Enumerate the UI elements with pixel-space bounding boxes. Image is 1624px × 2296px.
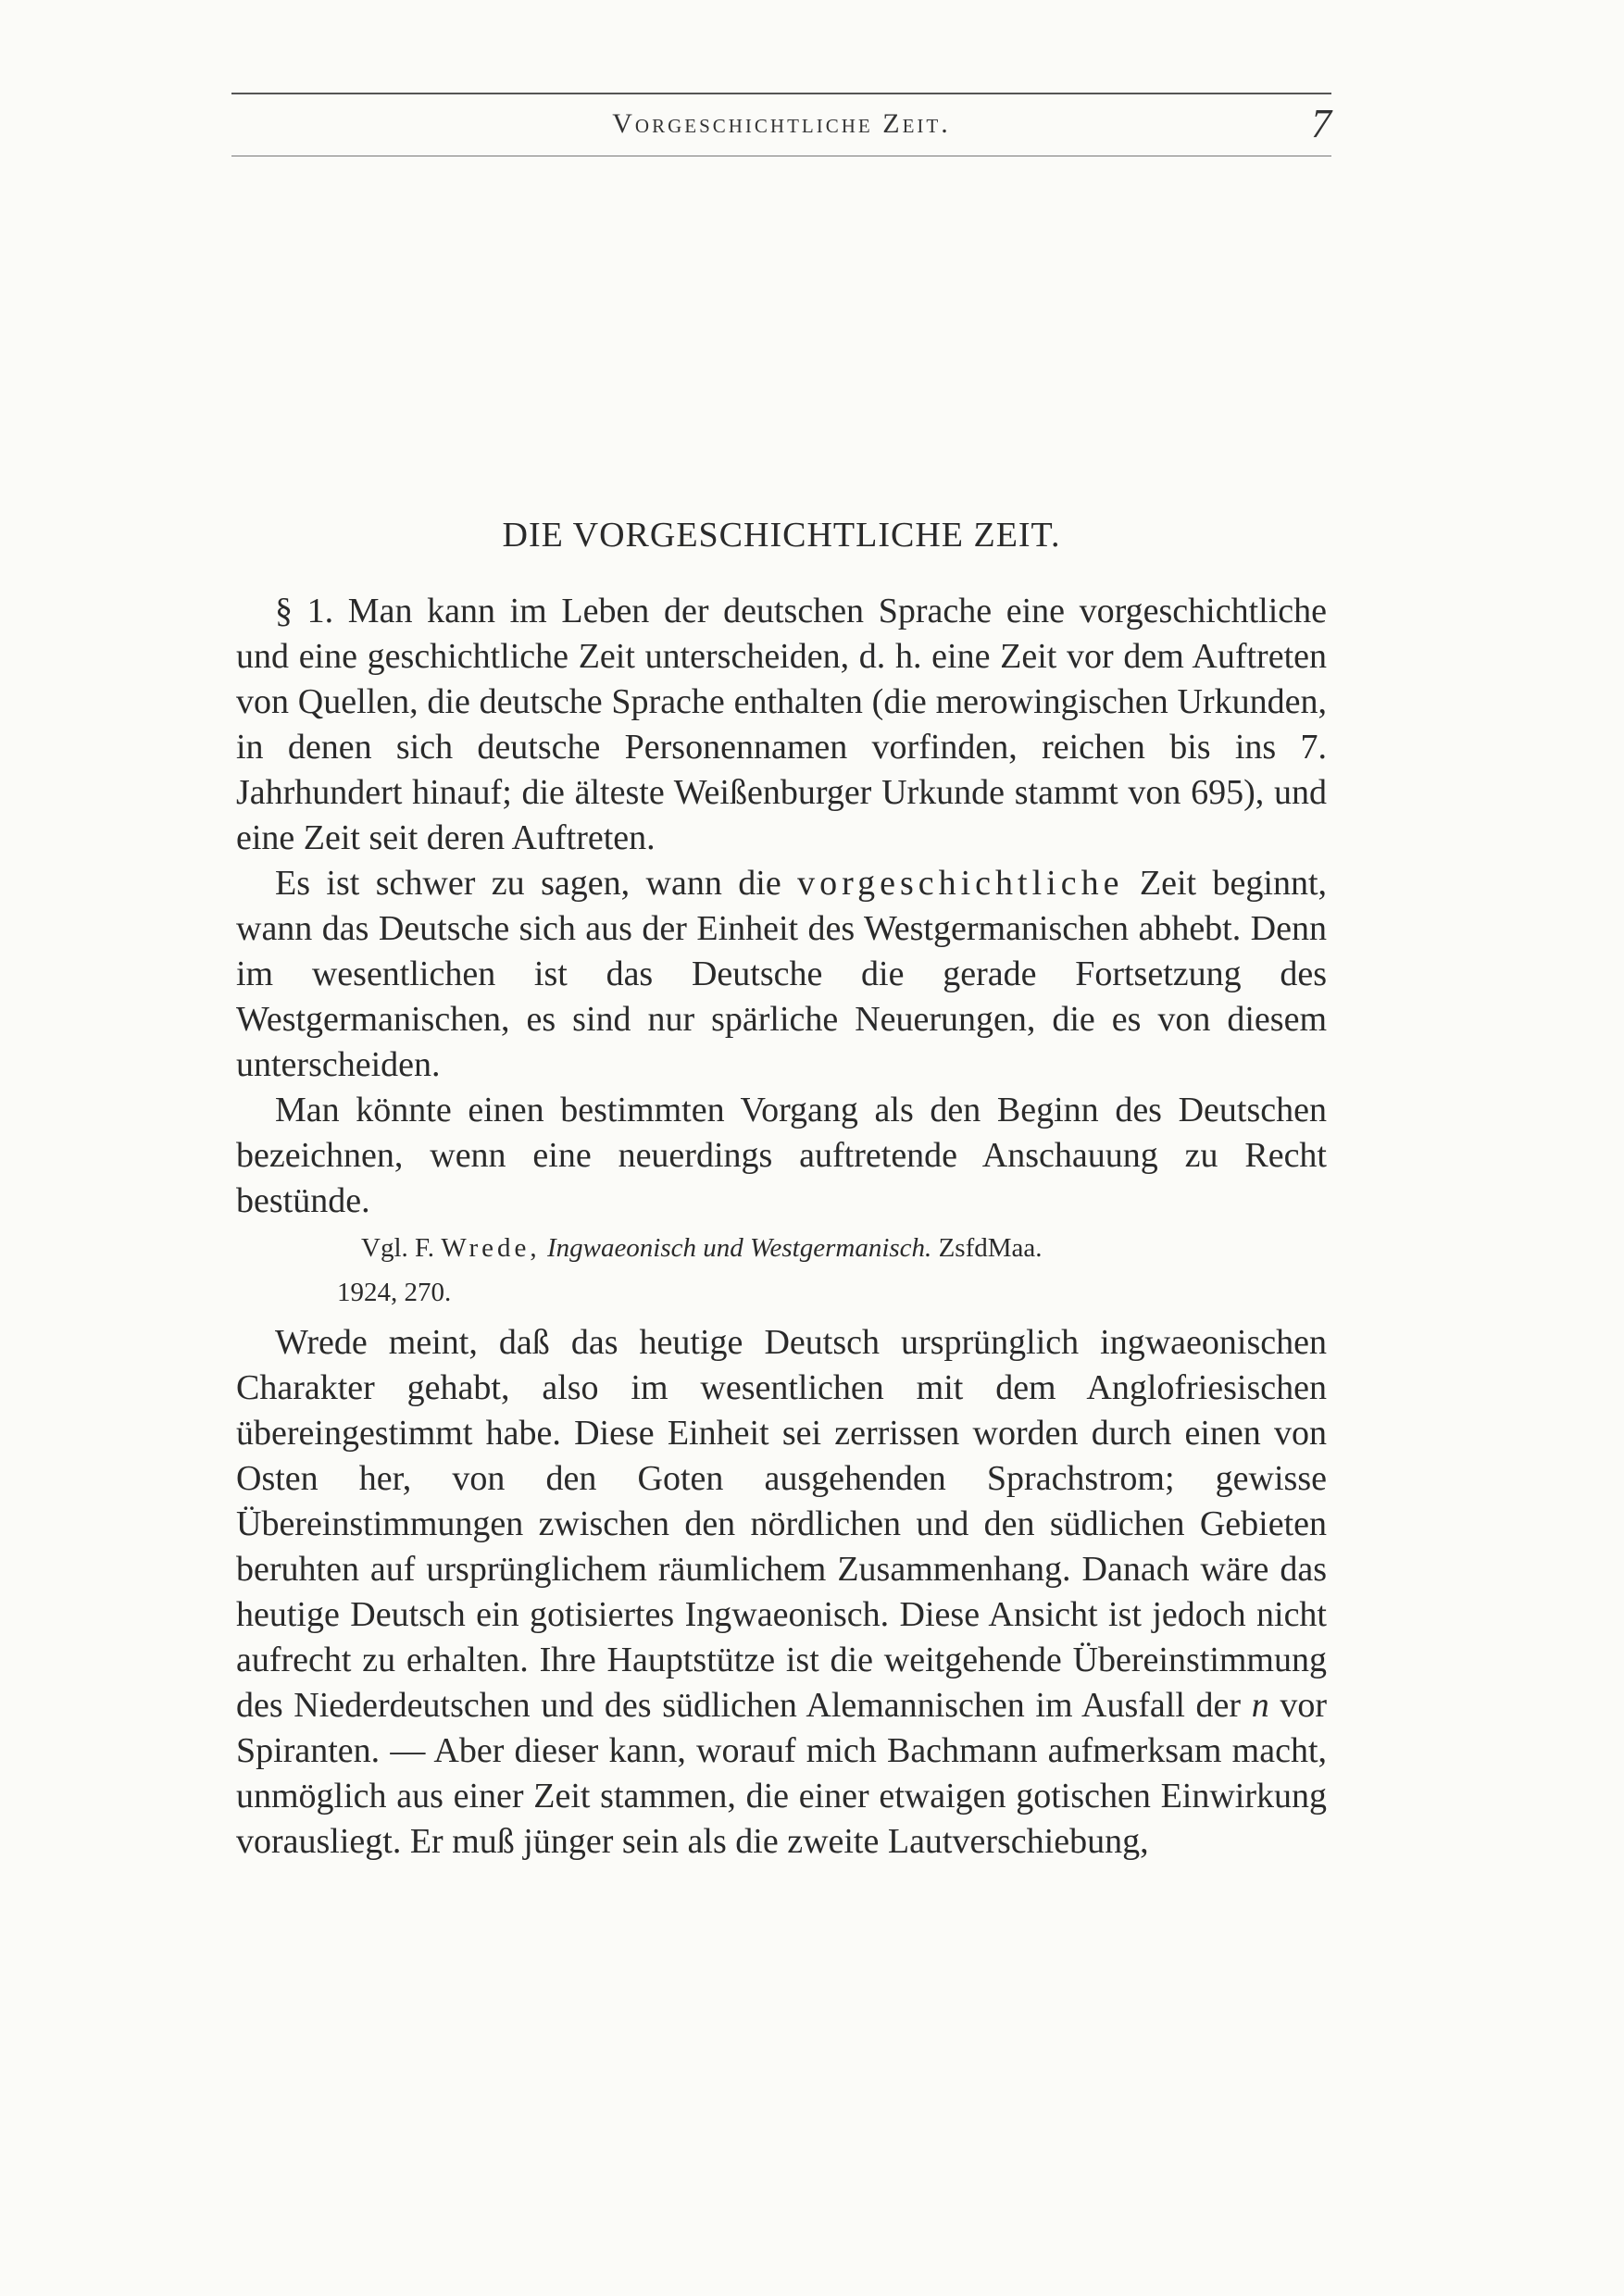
note-prefix: Vgl. F. xyxy=(361,1233,435,1263)
reference-note xyxy=(236,1226,1327,1315)
paragraph-2-start: Es ist schwer zu sagen, wann die xyxy=(275,864,781,903)
note-year: 1924, 270. xyxy=(337,1278,452,1307)
page-number: 7 xyxy=(1311,101,1331,146)
emphasized-term: vorgeschichtliche xyxy=(797,864,1124,903)
note-author: Wrede, xyxy=(441,1233,541,1263)
paragraph-3: Man könnte einen bestimmten Vorgang als den Beginn des Deutschen bezeichnen, wenn eine neuerdings auftretende Anschauung zu Recht bestünde. xyxy=(236,1091,1327,1220)
chapter-title: DIE VORGESCHICHTLICHE ZEIT. xyxy=(502,516,1061,555)
header-top-rule xyxy=(231,93,1331,94)
body-text xyxy=(236,589,1327,1865)
running-title: Vorgeschichtliche Zeit. xyxy=(612,108,951,139)
paragraph-1: § 1. Man kann im Leben der deutschen Sprache eine vorgeschichtliche und eine geschichtliche Zeit unterscheiden, d. h. eine Zeit vor dem Auftreten von Quellen, die deutsche Sprache enthalten (die merowingischen Urkunden, in denen sich deutsche Personennamen vorfinden, reichen bis ins 7. Jahrhundert hinauf; die älteste Weißenburger Urkunde stammt von 695), und eine Zeit seit deren Auftreten. xyxy=(236,592,1327,857)
paragraph-4 xyxy=(236,1320,1327,1865)
paragraph-2 xyxy=(236,861,1327,1088)
italic-letter: n xyxy=(1251,1686,1269,1725)
note-journal: ZsfdMaa. xyxy=(938,1233,1043,1263)
note-title: Ingwaeonisch und Westgermanisch. xyxy=(546,1233,932,1263)
paragraph-4-start: Wrede meint, daß das heutige Deutsch ursprünglich ingwaeonischen Charakter gehabt, also im wesentlichen mit dem Anglofriesischen übereingestimmt habe. Diese Einheit sei zerrissen worden durch einen von Osten her, von den Goten ausgehenden Sprachstrom; gewisse Übereinstimmungen zwischen den nördlichen und den südlichen Gebieten beruhten auf ursprünglichem räumlichem Zusammenhang. Danach wäre das heutige Deutsch ein gotisiertes Ingwaeonisch. Diese Ansicht ist jedoch nicht aufrecht zu erhalten. Ihre Hauptstütze ist die weitgehende Übereinstimmung des Niederdeutschen und des südlichen Alemannischen im Ausfall der xyxy=(236,1323,1327,1725)
paragraph-4-end: vor Spiranten. — Aber dieser kann, worauf mich Bachmann aufmerksam macht, unmöglich aus einer Zeit stammen, die einer etwaigen gotischen Einwirkung vorausliegt. Er muß jünger sein als die zweite Lautverschiebung, xyxy=(236,1686,1328,1861)
paragraph-2-end: Zeit beginnt, wann das Deutsche sich aus der Einheit des Westgermanischen abhebt. Denn im wesentlichen ist das Deutsche die gerade Fortsetzung des Westgermanischen, es sind nur spärliche Neuerungen, die es von diesem unterscheiden. xyxy=(236,864,1328,1084)
